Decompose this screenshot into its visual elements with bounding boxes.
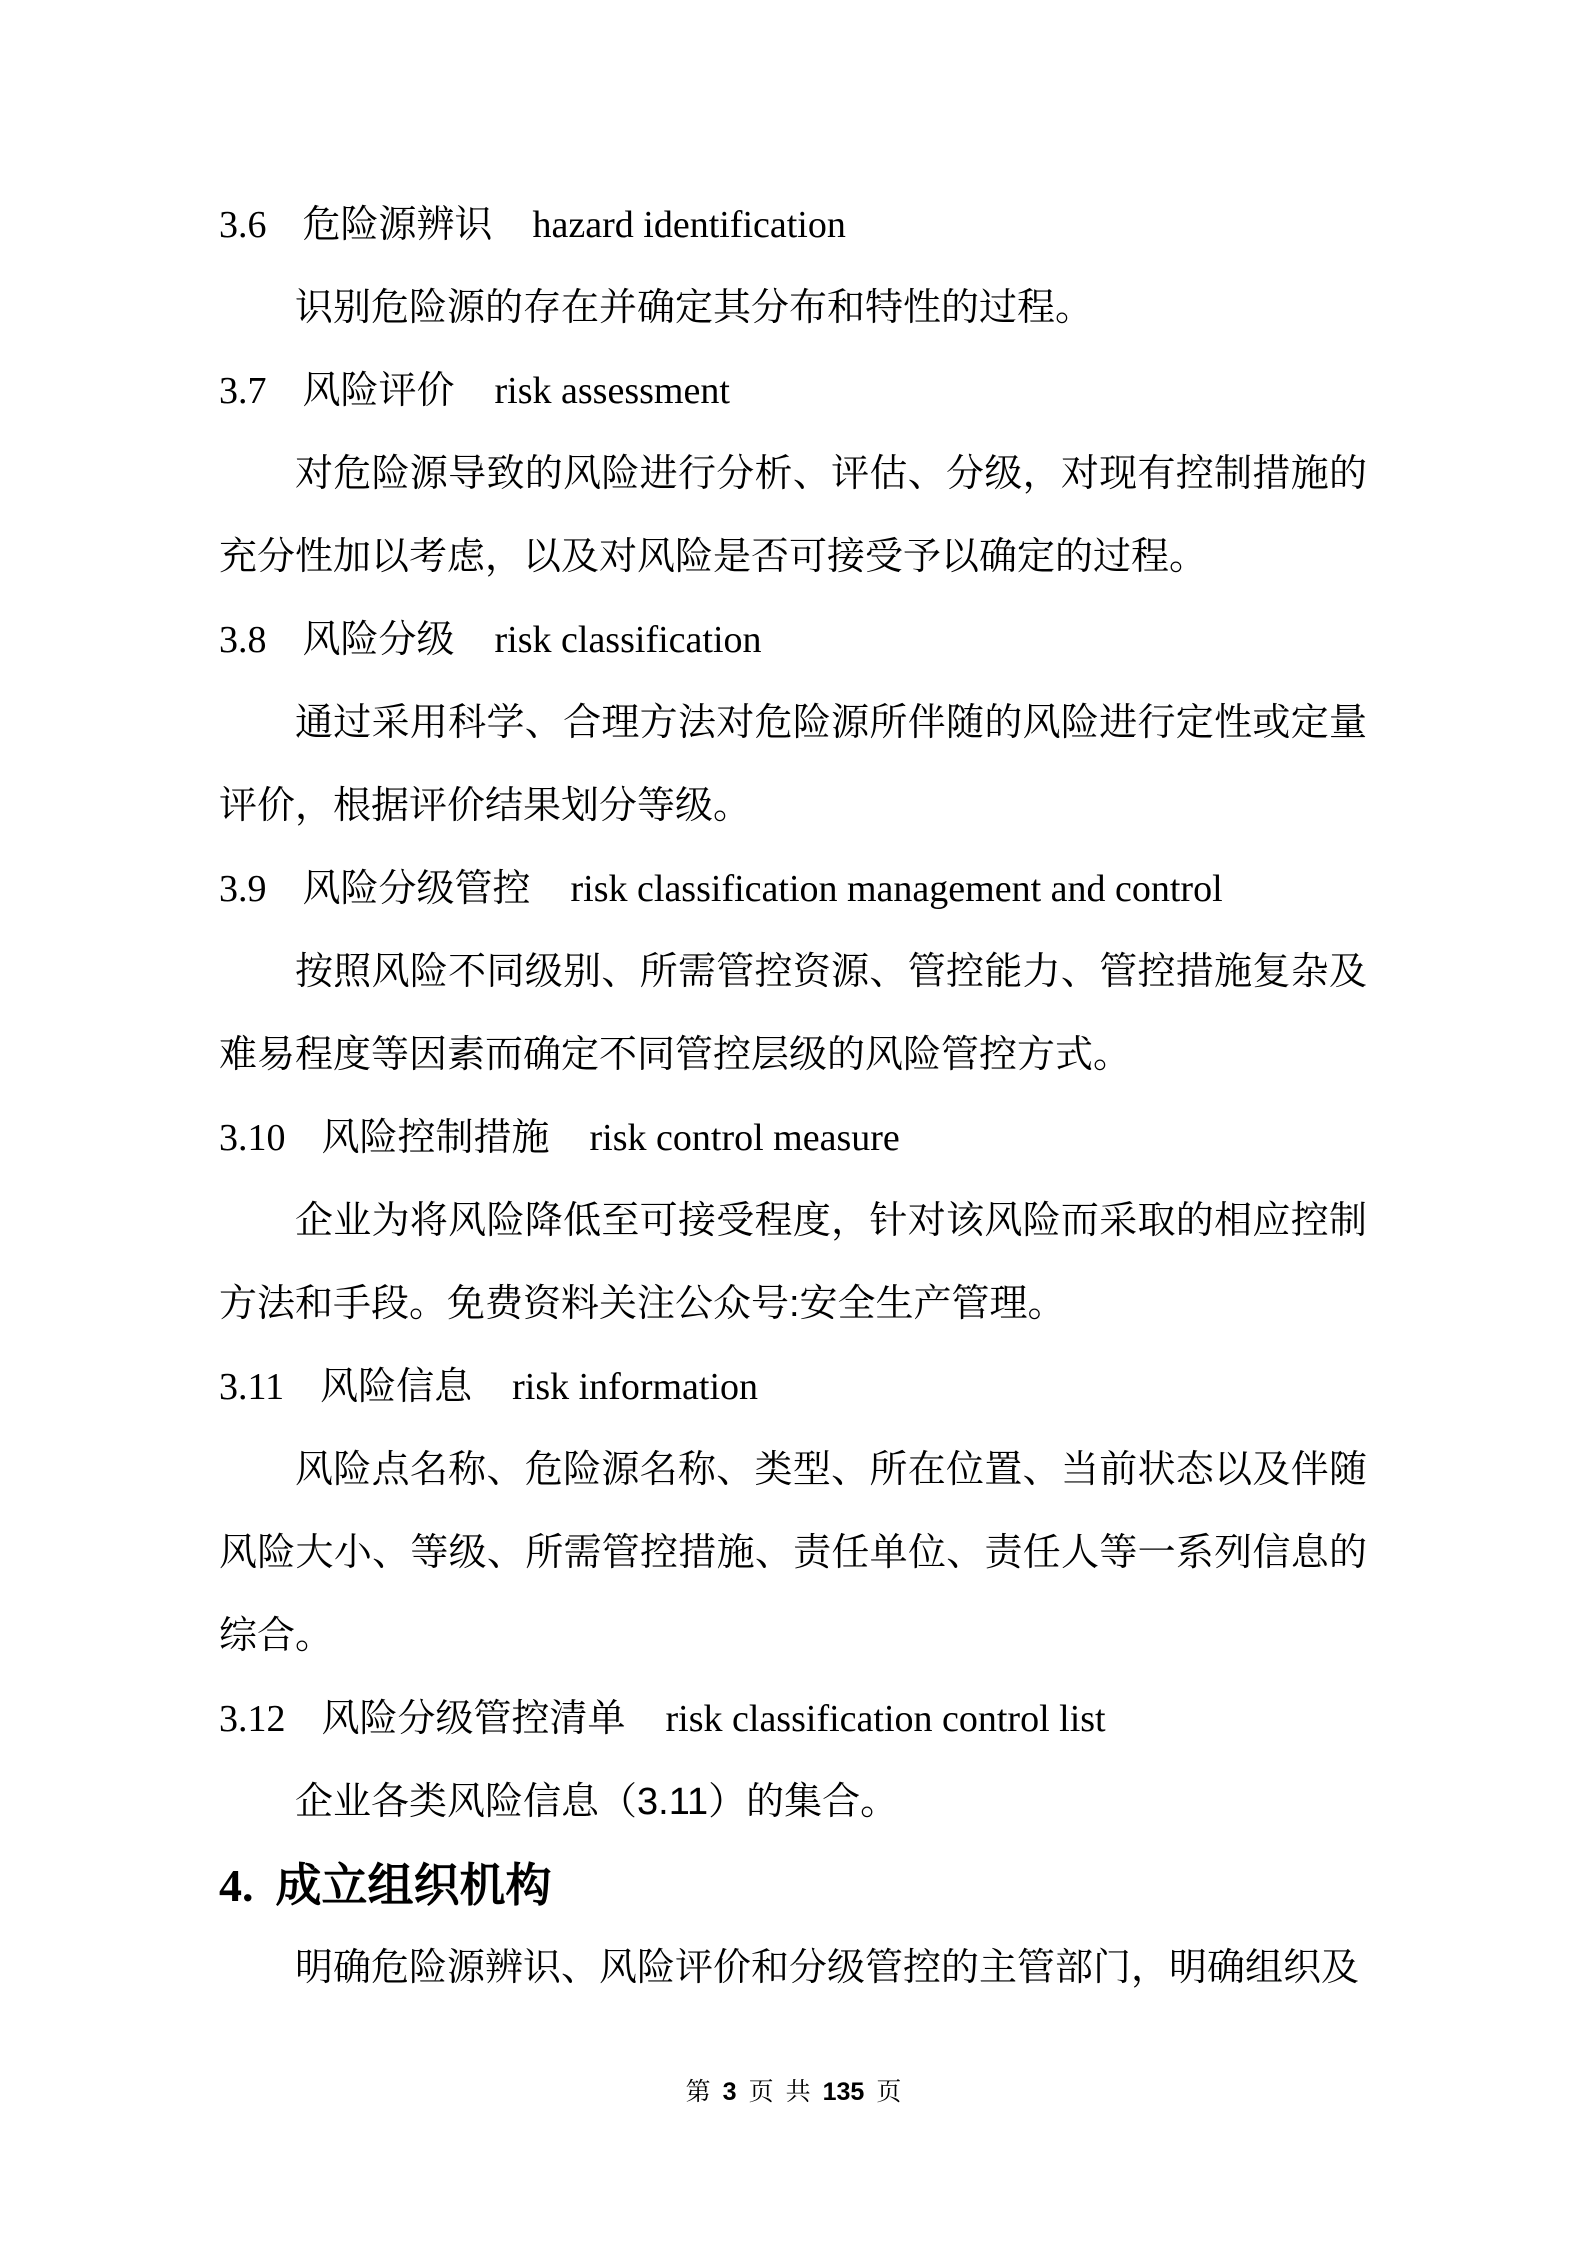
term-number: 3.10 [219, 1117, 286, 1159]
term-chinese: 危险源辨识 [302, 204, 493, 246]
chapter-heading [219, 1844, 1367, 1927]
term-definition: 风险点名称、危险源名称、类型、所在位置、当前状态以及伴随风险大小、等级、所需管控措施、责任单位、责任人等一系列信息的综合。 [219, 1449, 1367, 1657]
term-heading-3-6 [219, 184, 1367, 267]
term-english: hazard identification [532, 204, 846, 246]
term-chinese: 风险分级 [302, 619, 455, 661]
section-4 [219, 1844, 1367, 2010]
footer-label-unit2: 页 [876, 2079, 902, 2106]
section-3-7 [219, 350, 1367, 599]
term-chinese: 风险分级管控 [302, 868, 531, 910]
term-number: 3.11 [219, 1366, 285, 1408]
term-english: risk information [512, 1366, 759, 1408]
document-content [219, 184, 1367, 2010]
term-chinese: 风险信息 [320, 1366, 473, 1408]
term-number: 3.6 [219, 204, 267, 246]
term-chinese: 风险控制措施 [321, 1117, 550, 1159]
term-definition: 企业为将风险降低至可接受程度，针对该风险而采取的相应控制方法和手段。免费资料关注公众号:安全生产管理。 [219, 1200, 1367, 1325]
section-3-8 [219, 599, 1367, 848]
footer-label-prefix: 第 [685, 2079, 711, 2106]
chapter-title: 成立组织机构 [275, 1859, 552, 1911]
term-english: risk classification control list [665, 1698, 1106, 1740]
term-number: 3.12 [219, 1698, 286, 1740]
page-footer [0, 2072, 1587, 2113]
term-definition: 对危险源导致的风险进行分析、评估、分级，对现有控制措施的充分性加以考虑，以及对风险是否可接受予以确定的过程。 [219, 453, 1367, 578]
term-english: risk classification management and control [570, 868, 1223, 910]
chapter-number: 4. [219, 1860, 254, 1911]
term-chinese: 风险分级管控清单 [321, 1698, 626, 1740]
section-3-12 [219, 1678, 1367, 1844]
term-definition: 按照风险不同级别、所需管控资源、管控能力、管控措施复杂及难易程度等因素而确定不同管控层级的风险管控方式。 [219, 951, 1367, 1076]
section-3-9 [219, 848, 1367, 1097]
footer-total-pages: 135 [822, 2078, 865, 2106]
section-3-11 [219, 1346, 1367, 1678]
term-definition: 企业各类风险信息（3.11）的集合。 [295, 1781, 899, 1823]
term-english: risk control measure [589, 1117, 900, 1159]
term-chinese: 风险评价 [302, 370, 455, 412]
footer-label-middle: 共 [785, 2079, 811, 2106]
term-definition: 通过采用科学、合理方法对危险源所伴随的风险进行定性或定量评价，根据评价结果划分等级。 [219, 702, 1367, 827]
footer-current-page: 3 [722, 2078, 737, 2106]
section-3-6 [219, 184, 1367, 350]
term-heading-3-11 [219, 1346, 1367, 1429]
term-heading-3-7 [219, 350, 1367, 433]
term-number: 3.7 [219, 370, 267, 412]
chapter-body: 明确危险源辨识、风险评价和分级管控的主管部门，明确组织及 [295, 1947, 1360, 1989]
term-number: 3.8 [219, 619, 267, 661]
term-definition: 识别危险源的存在并确定其分布和特性的过程。 [295, 287, 1094, 329]
term-heading-3-8 [219, 599, 1367, 682]
term-number: 3.9 [219, 868, 267, 910]
term-english: risk assessment [494, 370, 730, 412]
section-3-10 [219, 1097, 1367, 1346]
footer-label-unit1: 页 [748, 2079, 774, 2106]
term-english: risk classification [494, 619, 762, 661]
term-heading-3-12 [219, 1678, 1367, 1761]
term-heading-3-10 [219, 1097, 1367, 1180]
term-heading-3-9 [219, 848, 1367, 931]
